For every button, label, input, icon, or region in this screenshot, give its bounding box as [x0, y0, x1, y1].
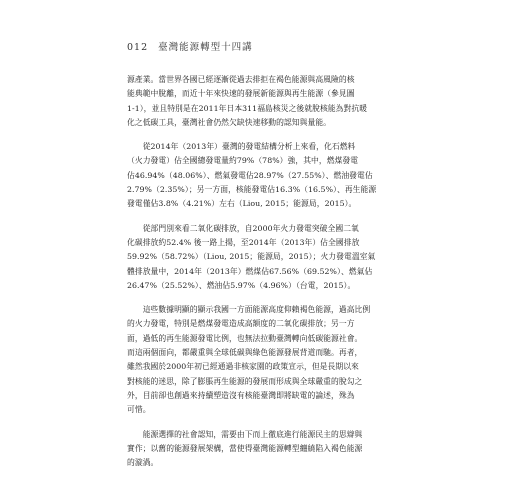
text-line: 對核能的迷思，除了膨脹再生能源的發展而形成與全球嚴重的脫勾之 — [127, 376, 363, 386]
text-line: （火力發電）佔全國總發電量約79%（78%）強，其中，燃煤發電 — [127, 156, 359, 166]
page-number: 012 — [127, 42, 149, 53]
text-line: 化之低碳工具，臺灣社會仍然欠缺快速移動的認知與量能。 — [127, 117, 332, 127]
text-line: 雖然我國於2000年初已經通過非核家園的政策宣示，但是長期以來 — [127, 362, 359, 372]
text-line: 59.92%（58.72%）（Liou, 2015；能源局，2015）；火力發電溫室氣 — [127, 252, 376, 262]
paragraph — [127, 428, 393, 471]
text-line: 的漩渦。 — [127, 458, 159, 468]
paragraph — [127, 140, 393, 211]
text-line: 佔46.94%（48.06%）、燃氣發電佔28.97%（27.55%）、燃油發電佔 — [127, 170, 373, 180]
text-line: 可惜。 — [127, 405, 151, 415]
text-line: 從部門別來看二氧化碳排放，自2000年火力發電突破全國二氧 — [127, 223, 359, 233]
text-line: 這些數據明顯的顯示我國一方面能源高度仰賴褐色能源，過高比例 — [127, 305, 371, 315]
text-line: 面，過低的再生能源發電比例，也無法拉動臺灣轉向低碳能源社會。 — [127, 333, 363, 343]
paragraph — [127, 303, 393, 417]
text-line: 能典範中脫離，而近十年來快速的發展新能源與再生能源（參見圖 — [127, 89, 355, 99]
text-line: 發電僅佔3.8%（4.21%）左右（Liou, 2015；能源局，2015）。 — [127, 199, 357, 209]
text-line: 實作；以舊的能源發展架構，當使得臺灣能源轉型纏繞陷入褐色能源 — [127, 443, 363, 453]
text-line: 從2014年（2013年）臺灣的發電結構分析上來看，化石燃料 — [127, 142, 356, 152]
body-text — [127, 73, 393, 480]
running-header — [127, 39, 253, 53]
text-line: 2.79%（2.35%）；另一方面，核能發電佔16.3%（16.5%）、再生能源 — [127, 185, 377, 195]
text-line: 能源選擇的社會認知，需要由下而上徹底進行能源民主的思辯與 — [127, 429, 363, 439]
text-line: 而這兩個面向，都嚴重與全球低碳與綠色能源發展背道而馳。再者， — [127, 348, 363, 358]
text-line: 外，目前卻也創過來持續塑造沒有核能臺灣即將缺電的論述，殊為 — [127, 390, 355, 400]
text-line: 1-1），並且特別是在2011年日本311福島核災之後就脫核能為對抗暖 — [127, 103, 368, 113]
text-line: 26.47%（25.52%）、燃油佔5.97%（4.96%）（台電，2015）。 — [127, 280, 356, 290]
paragraph — [127, 222, 393, 293]
text-line: 的火力發電，特別是燃煤發電造成高額度的二氧化碳排放；另一方 — [127, 319, 355, 329]
text-line: 源產業。當世界各國已經逐漸從過去排拒在褐色能源與高風險的核 — [127, 75, 355, 84]
text-line: 化碳排放約52.4% 後一路上揚，至2014年（2013年）佔全國排放 — [127, 237, 360, 247]
paragraph — [127, 73, 393, 130]
book-title: 臺灣能源轉型十四講 — [158, 42, 253, 53]
text-line: 體排放量中，2014年（2013年）燃煤佔67.56%（69.52%）、燃氣佔 — [127, 266, 373, 276]
